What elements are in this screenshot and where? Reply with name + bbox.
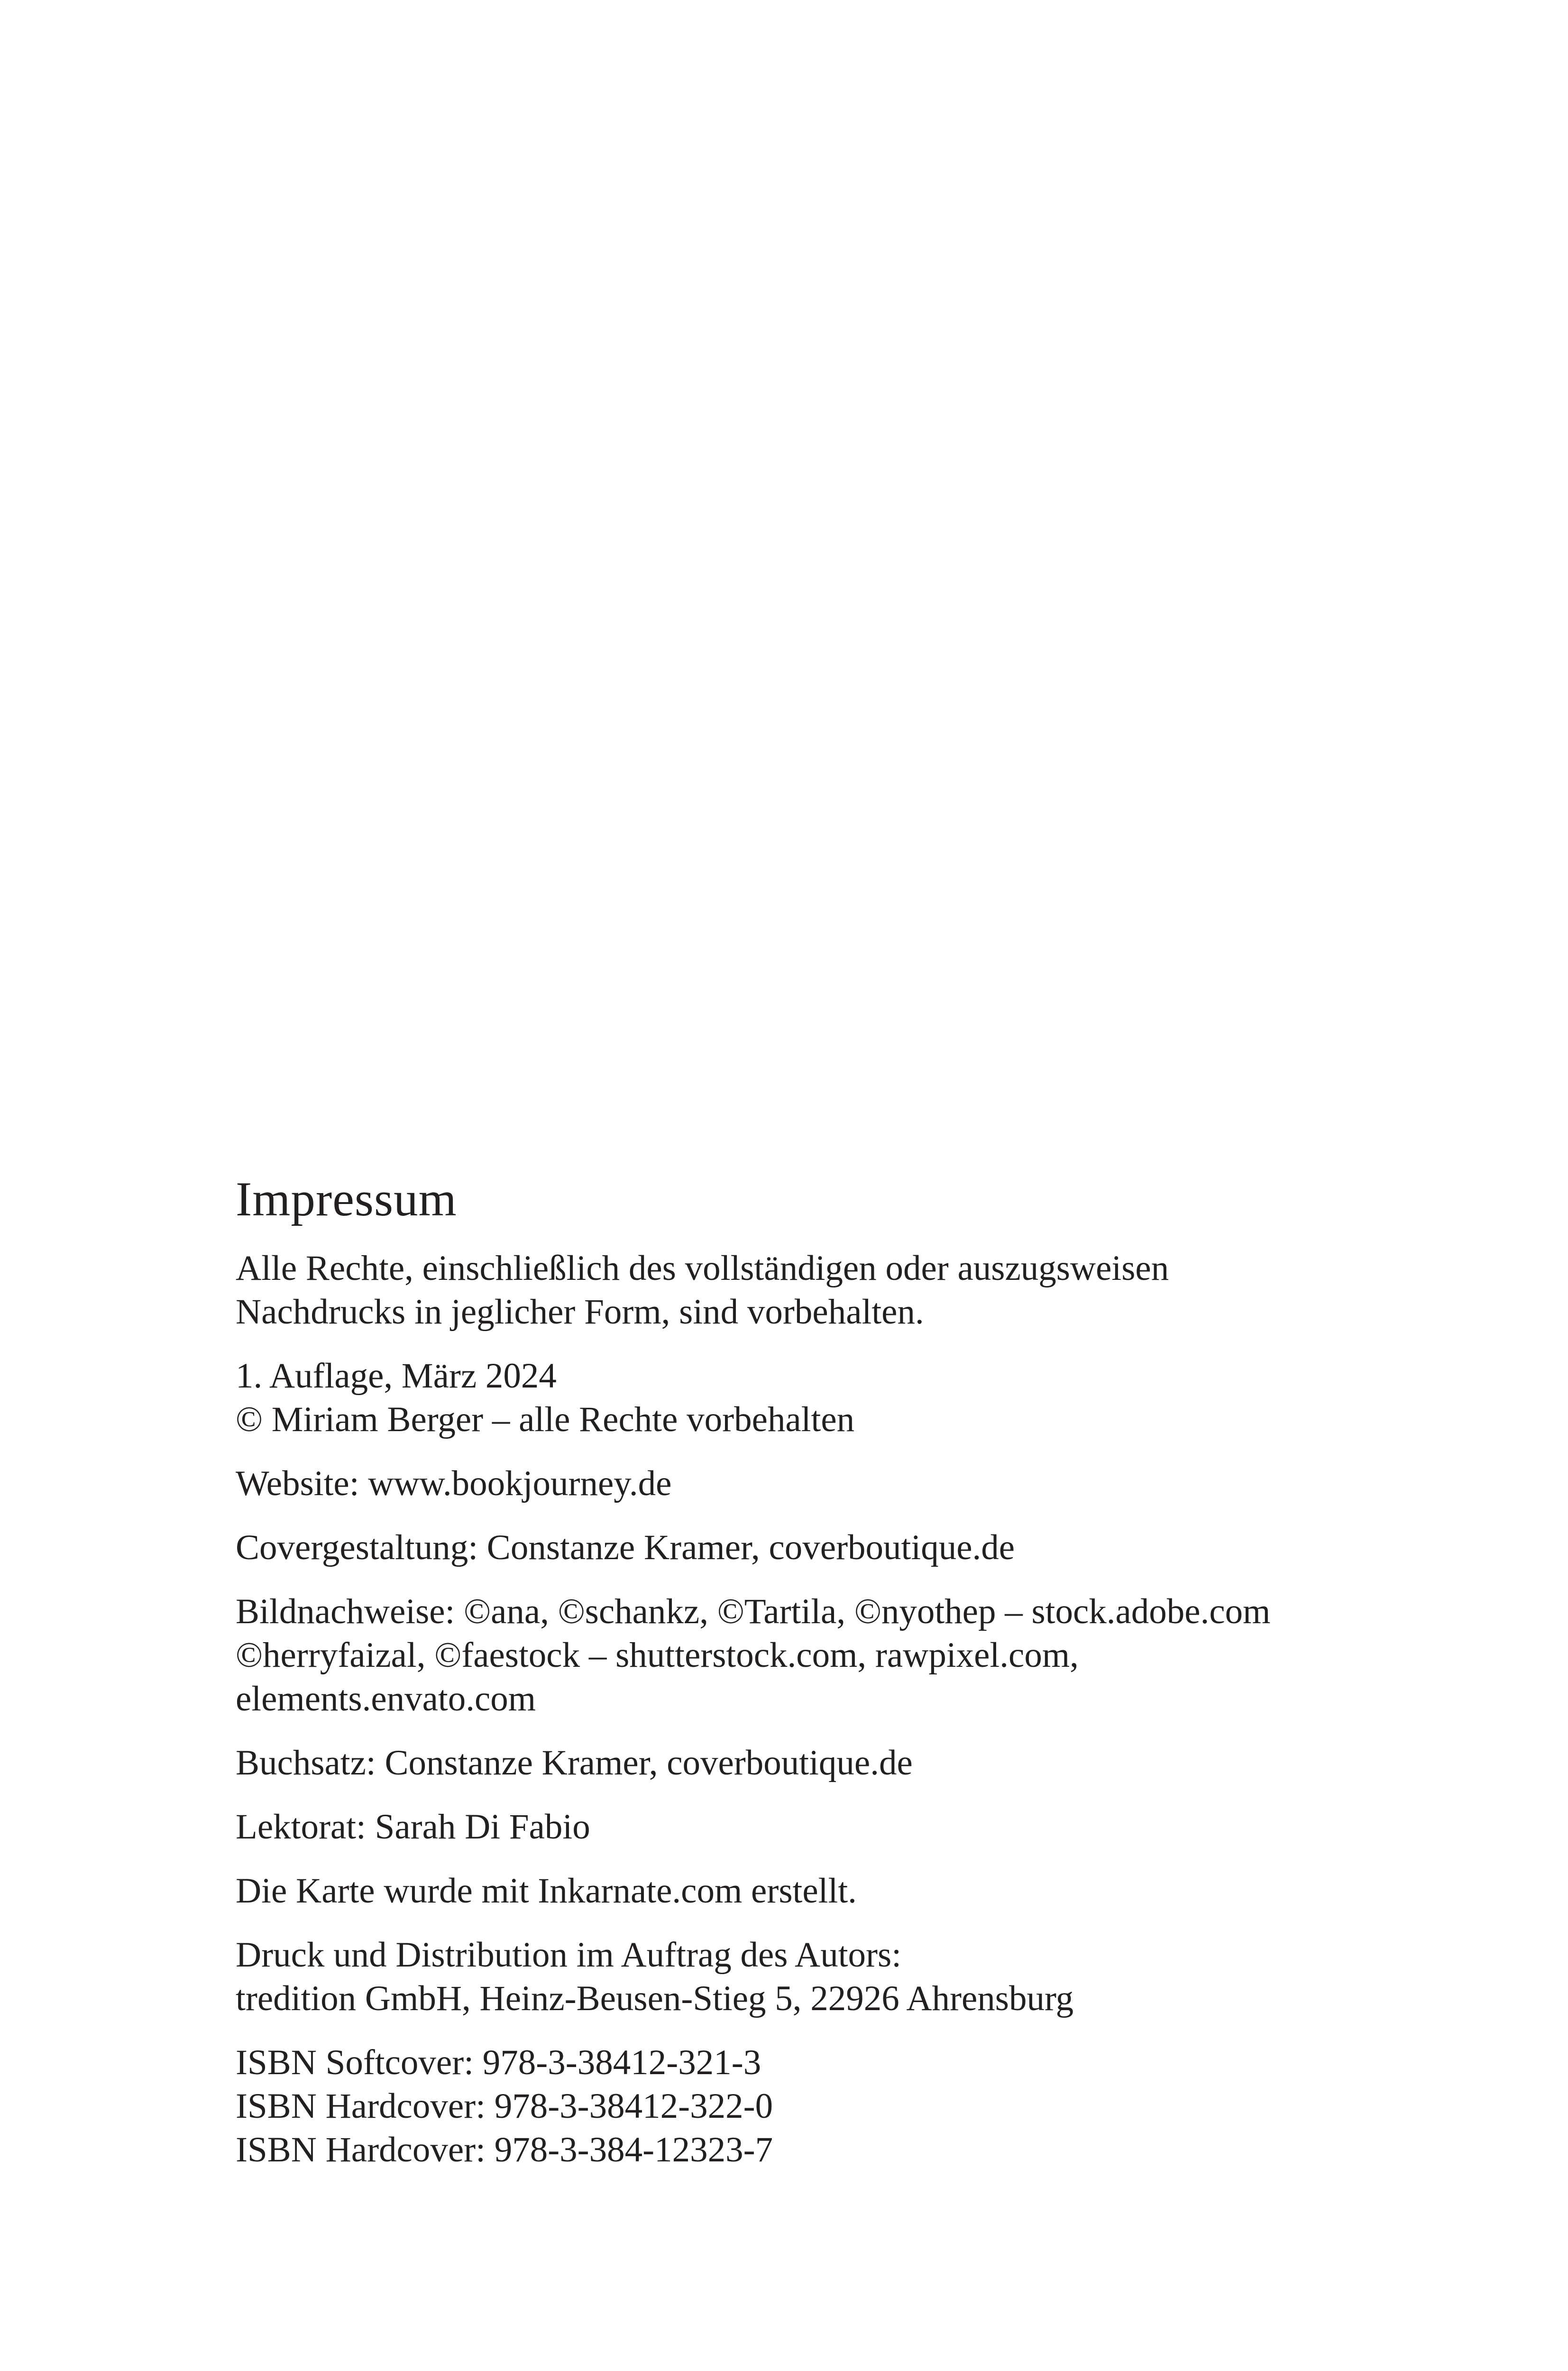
editing-info xyxy=(236,1805,1421,1849)
image-credits-line: elements.envato.com xyxy=(236,1679,536,1719)
typesetting-info xyxy=(236,1741,1421,1785)
isbn-list xyxy=(236,2041,1421,2172)
map-note-line: Die Karte wurde mit Inkarnate.com erstellt. xyxy=(236,1871,857,1911)
website-line: Website: www.bookjourney.de xyxy=(236,1464,672,1503)
editing-line: Lektorat: Sarah Di Fabio xyxy=(236,1807,590,1847)
cover-design-info xyxy=(236,1526,1421,1570)
isbn-softcover: ISBN Softcover: 978-3-38412-321-3 xyxy=(236,2043,761,2082)
printing-line: Druck und Distribution im Auftrag des Autors: xyxy=(236,1935,902,1975)
rights-line: Alle Rechte, einschließlich des vollständigen oder auszugsweisen xyxy=(236,1249,1169,1288)
map-note xyxy=(236,1869,1421,1913)
isbn-hardcover: ISBN Hardcover: 978-3-384-12323-7 xyxy=(236,2130,773,2169)
cover-design-line: Covergestaltung: Constanze Kramer, coverboutique.de xyxy=(236,1528,1015,1567)
publisher-address-line: tredition GmbH, Heinz-Beusen-Stieg 5, 22926 Ahrensburg xyxy=(236,1979,1074,2018)
edition-info xyxy=(236,1354,1421,1442)
image-credits-line: ©herryfaizal, ©faestock – shutterstock.com, rawpixel.com, xyxy=(236,1636,1079,1675)
impressum-heading: Impressum xyxy=(236,1172,457,1226)
rights-notice xyxy=(236,1247,1421,1334)
edition-line: 1. Auflage, März 2024 xyxy=(236,1356,557,1396)
typesetting-line: Buchsatz: Constanze Kramer, coverboutique.de xyxy=(236,1743,913,1783)
copyright-line: © Miriam Berger – alle Rechte vorbehalten xyxy=(236,1400,855,1439)
printing-info xyxy=(236,1933,1421,2021)
impressum-section xyxy=(236,1172,1421,2192)
image-credits xyxy=(236,1590,1421,1721)
website-info xyxy=(236,1462,1421,1506)
image-credits-line: Bildnachweise: ©ana, ©schankz, ©Tartila, ©nyothep – stock.adobe.com xyxy=(236,1592,1271,1631)
isbn-hardcover: ISBN Hardcover: 978-3-38412-322-0 xyxy=(236,2086,773,2126)
rights-line: Nachdrucks in jeglicher Form, sind vorbehalten. xyxy=(236,1292,924,1332)
